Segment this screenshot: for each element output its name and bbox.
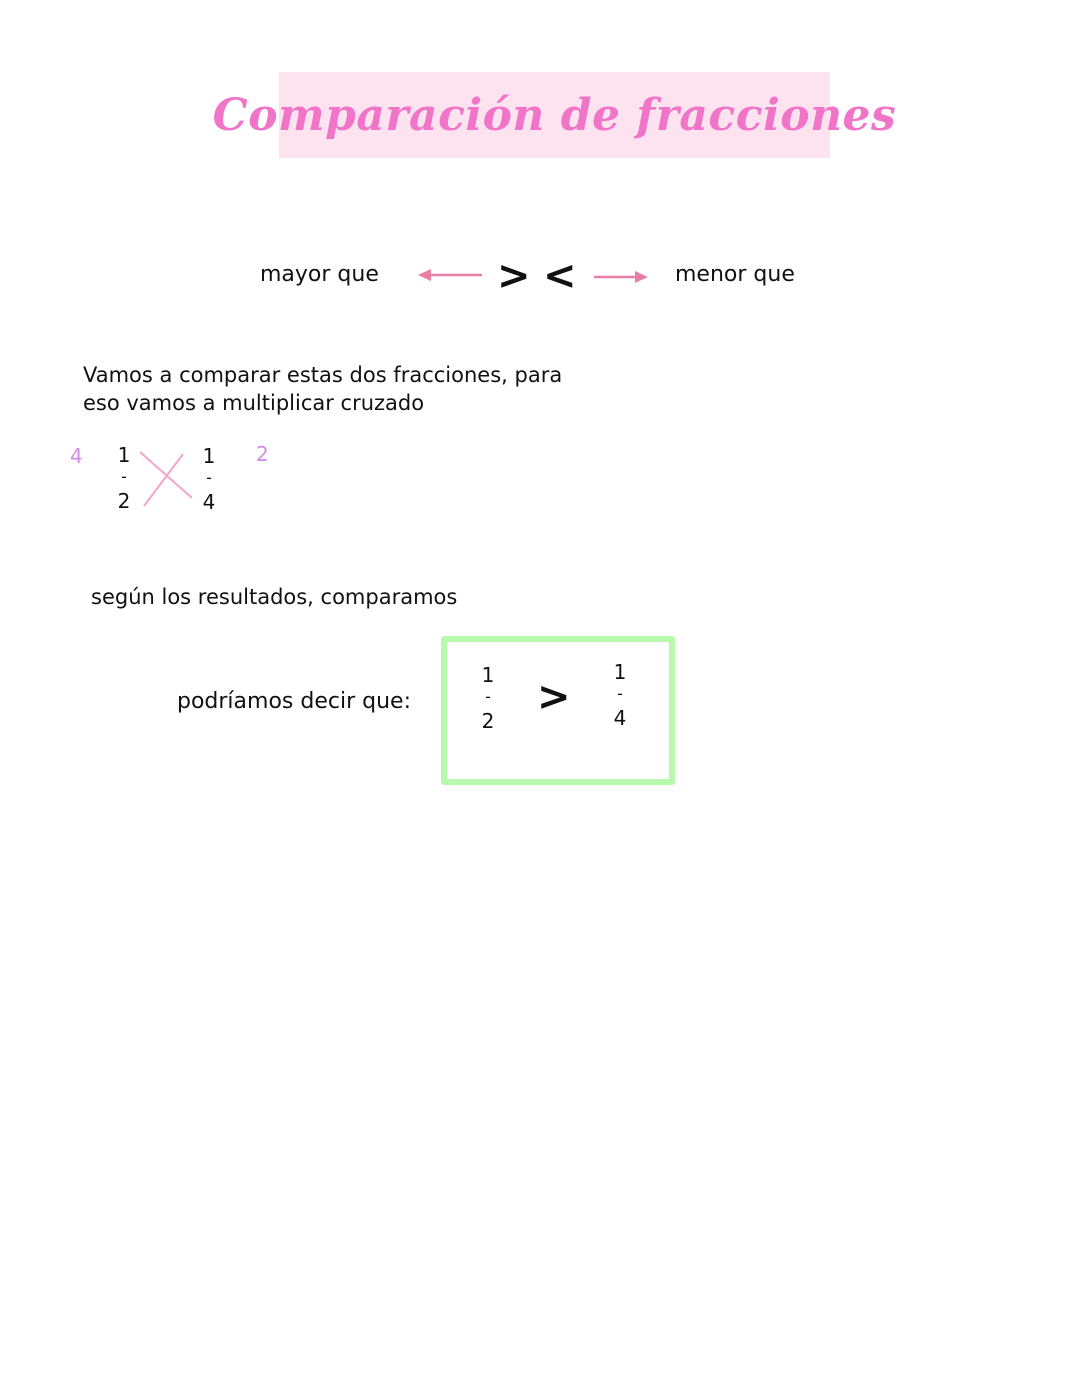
less-than-label: menor que bbox=[675, 262, 795, 287]
result-fraction-b-numerator: 1 bbox=[613, 660, 627, 684]
right-product: 2 bbox=[256, 442, 269, 466]
cross-fraction-a-numerator: 1 bbox=[117, 443, 131, 467]
result-fraction-b bbox=[610, 662, 630, 728]
result-fraction-a bbox=[478, 665, 498, 731]
left-product: 4 bbox=[70, 444, 83, 468]
cross-fraction-a bbox=[114, 445, 134, 511]
title-banner bbox=[212, 72, 897, 158]
left-arrow-icon bbox=[418, 268, 484, 282]
right-arrow-icon bbox=[592, 270, 648, 284]
less-than-symbol: < bbox=[543, 253, 577, 299]
result-fraction-b-denominator: 4 bbox=[613, 706, 627, 730]
page-title: Comparación de fracciones bbox=[212, 89, 897, 141]
cross-line-down bbox=[140, 452, 192, 498]
result-fraction-a-bar: - bbox=[485, 687, 491, 706]
conclusion-label: podríamos decir que: bbox=[177, 689, 411, 714]
result-fraction-b-bar: - bbox=[617, 684, 623, 703]
result-fraction-a-denominator: 2 bbox=[481, 709, 495, 733]
cross-fraction-a-denominator: 2 bbox=[117, 489, 131, 513]
cross-fraction-b bbox=[199, 446, 219, 512]
greater-than-symbol: > bbox=[497, 253, 531, 299]
greater-than-label: mayor que bbox=[260, 262, 379, 287]
compare-text: según los resultados, comparamos bbox=[91, 585, 458, 609]
instructions-paragraph bbox=[83, 361, 562, 417]
cross-fraction-b-denominator: 4 bbox=[202, 490, 216, 514]
cross-fraction-b-numerator: 1 bbox=[202, 444, 216, 468]
result-fraction-a-numerator: 1 bbox=[481, 663, 495, 687]
cross-fraction-b-bar: - bbox=[206, 468, 212, 487]
instructions-line-1: Vamos a comparar estas dos fracciones, para bbox=[83, 363, 563, 387]
instructions-line-2: eso vamos a multiplicar cruzado bbox=[83, 391, 425, 415]
cross-fraction-a-bar: - bbox=[121, 467, 127, 486]
result-greater-than-symbol: > bbox=[537, 674, 571, 720]
cross-multiply-lines bbox=[138, 450, 196, 508]
